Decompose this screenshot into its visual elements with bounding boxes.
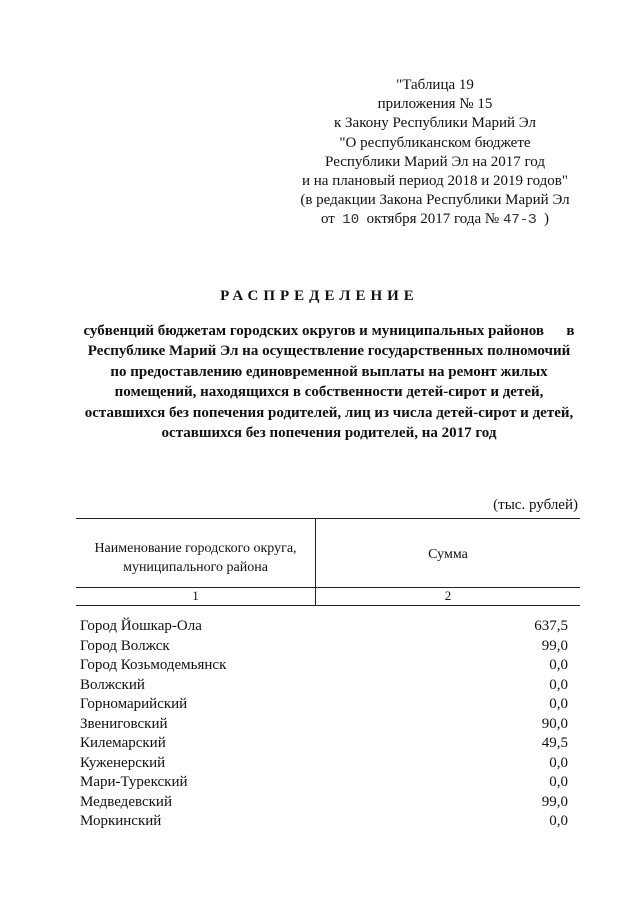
row-name: Килемарский [80, 735, 166, 751]
row-name: Мари-Турекский [80, 774, 188, 790]
table-row [80, 715, 568, 735]
law-date-text: октября 2017 года № [366, 211, 500, 228]
appendix-header [290, 76, 580, 231]
table-row [80, 617, 568, 637]
row-amount: 0,0 [549, 657, 568, 673]
subtitle-line-6: оставшихся без попечения родителей, на 2017 год [161, 425, 497, 442]
header-line-5: Республики Марий Эл на 2017 год [325, 153, 545, 170]
row-name: Куженерский [80, 754, 166, 771]
row-amount: 90,0 [541, 715, 568, 732]
table-row [80, 656, 568, 676]
table-row [80, 754, 568, 774]
document-title: РАСПРЕДЕЛЕНИЕ [220, 288, 419, 304]
column-header-amount: Сумма [428, 547, 468, 562]
row-amount: 0,0 [549, 696, 568, 712]
row-name: Город Козьмодемьянск [80, 657, 227, 673]
table-header [76, 518, 580, 606]
header-line-2: приложения № 15 [377, 96, 493, 113]
row-amount: 99,0 [541, 637, 568, 654]
row-amount: 0,0 [549, 774, 568, 790]
header-line-8 [290, 210, 580, 230]
row-amount: 0,0 [549, 754, 568, 771]
column-number-1: 1 [192, 588, 199, 603]
table-body [80, 617, 568, 832]
table-row [80, 773, 568, 793]
subtitle-line-2: Республике Марий Эл на осуществление государственных полномочий [87, 343, 571, 360]
row-name: Город Йошкар-Ола [80, 618, 202, 634]
header-line-6: и на плановый период 2018 и 2019 годов" [302, 173, 568, 190]
row-amount: 49,5 [541, 735, 568, 751]
column-header-name-line-2: муниципального района [123, 560, 268, 575]
table-row [80, 676, 568, 696]
table-row [80, 734, 568, 754]
subtitle-line-1: субвенций бюджетам городских округов и муниципальных районов в [83, 323, 575, 339]
subtitle-line-3: по предоставлению единовременной выплаты на ремонт жилых [110, 363, 548, 380]
header-from: от [320, 211, 335, 228]
law-number: 47-З [502, 212, 537, 229]
subtitle-line-4: помещений, находящихся в собственности детей-сирот и детей, [114, 384, 544, 401]
header-line-1: "Таблица 19 [396, 77, 474, 93]
row-name: Медведевский [80, 793, 172, 810]
column-header-name [76, 539, 315, 577]
column-number-2: 2 [444, 588, 452, 603]
table-row [80, 637, 568, 657]
header-line-7: (в редакции Закона Республики Марий Эл [300, 192, 570, 209]
column-header-name-line-1: Наименование городского округа, [94, 541, 297, 556]
row-amount: 637,5 [534, 618, 568, 634]
law-day: 10 [342, 212, 360, 229]
row-amount: 99,0 [541, 793, 568, 810]
document-subtitle [76, 321, 582, 443]
header-line-3: к Закону Республики Марий Эл [333, 115, 536, 132]
table-row [80, 793, 568, 813]
table-row [80, 812, 568, 832]
subtitle-line-5: оставшихся без попечения родителей, лиц из числа детей-сирот и детей, [84, 404, 574, 421]
header-close-paren: ) [544, 211, 550, 228]
row-amount: 0,0 [549, 676, 568, 693]
row-name: Горномарийский [80, 696, 188, 712]
row-name: Моркинский [80, 813, 162, 829]
row-amount: 0,0 [549, 813, 568, 829]
row-name: Звениговский [80, 715, 168, 732]
row-name: Город Волжск [80, 637, 170, 654]
table-row [80, 695, 568, 715]
units-label: (тыс. рублей) [493, 497, 578, 513]
header-line-4: "О республиканском бюджете [339, 134, 531, 151]
row-name: Волжский [80, 676, 145, 693]
